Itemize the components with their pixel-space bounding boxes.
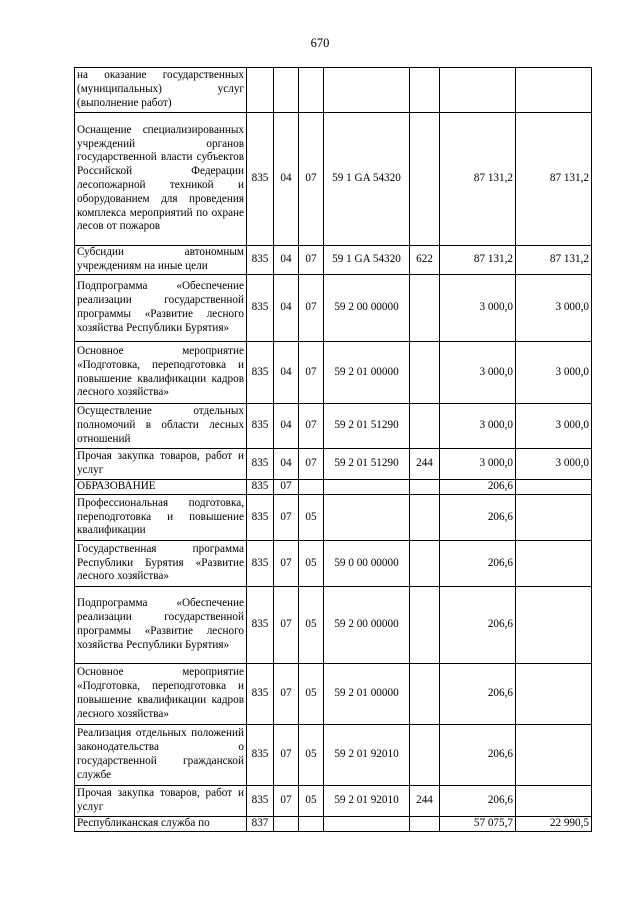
ved-code-cell: 835 bbox=[247, 246, 274, 275]
row-name-cell: ОБРАЗОВАНИЕ bbox=[75, 480, 247, 495]
row-name-cell: Прочая закупка товаров, работ и услуг bbox=[75, 449, 247, 480]
row-name-cell: Основное мероприятие «Подготовка, переподготовка и повышение квалификации кадров лесного хозяйства» bbox=[75, 664, 247, 725]
amount-year2-cell: 3 000,0 bbox=[516, 275, 592, 342]
section-code-cell: 07 bbox=[274, 725, 299, 786]
section-code-cell: 04 bbox=[274, 404, 299, 449]
expense-type-cell bbox=[410, 342, 440, 404]
ved-code-cell: 835 bbox=[247, 587, 274, 664]
amount-year2-cell: 3 000,0 bbox=[516, 404, 592, 449]
table-row bbox=[75, 275, 592, 342]
section-code-cell: 07 bbox=[274, 480, 299, 495]
budget-table bbox=[74, 67, 592, 832]
expense-type-cell bbox=[410, 404, 440, 449]
target-article-cell bbox=[324, 495, 410, 541]
subsection-code-cell: 07 bbox=[299, 275, 324, 342]
table-row bbox=[75, 449, 592, 480]
amount-year1-cell: 206,6 bbox=[440, 480, 516, 495]
subsection-code-cell: 05 bbox=[299, 786, 324, 817]
amount-year1-cell: 206,6 bbox=[440, 725, 516, 786]
subsection-code-cell: 07 bbox=[299, 246, 324, 275]
subsection-code-cell: 07 bbox=[299, 342, 324, 404]
amount-year2-cell bbox=[516, 480, 592, 495]
section-code-cell: 07 bbox=[274, 587, 299, 664]
amount-year2-cell bbox=[516, 725, 592, 786]
target-article-cell: 59 2 01 51290 bbox=[324, 449, 410, 480]
subsection-code-cell bbox=[299, 68, 324, 113]
row-name-cell: на оказание государственных (муниципальных) услуг (выполнение работ) bbox=[75, 68, 247, 113]
subsection-code-cell bbox=[299, 480, 324, 495]
section-code-cell: 07 bbox=[274, 541, 299, 587]
ved-code-cell: 835 bbox=[247, 495, 274, 541]
amount-year1-cell: 3 000,0 bbox=[440, 449, 516, 480]
target-article-cell: 59 2 00 00000 bbox=[324, 275, 410, 342]
page-number: 670 bbox=[310, 36, 330, 50]
amount-year1-cell: 206,6 bbox=[440, 495, 516, 541]
table-row bbox=[75, 817, 592, 832]
amount-year2-cell bbox=[516, 495, 592, 541]
section-code-cell: 04 bbox=[274, 275, 299, 342]
table-row bbox=[75, 786, 592, 817]
ved-code-cell: 835 bbox=[247, 664, 274, 725]
table-row bbox=[75, 342, 592, 404]
expense-type-cell: 244 bbox=[410, 786, 440, 817]
amount-year2-cell bbox=[516, 786, 592, 817]
section-code-cell bbox=[274, 817, 299, 832]
expense-type-cell bbox=[410, 817, 440, 832]
target-article-cell bbox=[324, 817, 410, 832]
subsection-code-cell: 05 bbox=[299, 725, 324, 786]
amount-year2-cell: 3 000,0 bbox=[516, 342, 592, 404]
expense-type-cell bbox=[410, 664, 440, 725]
target-article-cell bbox=[324, 480, 410, 495]
ved-code-cell: 835 bbox=[247, 725, 274, 786]
row-name-cell: Профессиональная подготовка, переподготовка и повышение квалификации bbox=[75, 495, 247, 541]
row-name-cell: Основное мероприятие «Подготовка, переподготовка и повышение квалификации кадров лесного хозяйства» bbox=[75, 342, 247, 404]
ved-code-cell: 837 bbox=[247, 817, 274, 832]
ved-code-cell: 835 bbox=[247, 480, 274, 495]
table-row bbox=[75, 664, 592, 725]
amount-year1-cell: 206,6 bbox=[440, 541, 516, 587]
table-row bbox=[75, 404, 592, 449]
section-code-cell: 04 bbox=[274, 246, 299, 275]
amount-year1-cell: 206,6 bbox=[440, 786, 516, 817]
amount-year1-cell: 3 000,0 bbox=[440, 342, 516, 404]
row-name-cell: Подпрограмма «Обеспечение реализации государственной программы «Развитие лесного хозяйства Республики Бурятия» bbox=[75, 275, 247, 342]
amount-year2-cell bbox=[516, 587, 592, 664]
subsection-code-cell: 05 bbox=[299, 664, 324, 725]
amount-year1-cell: 57 075,7 bbox=[440, 817, 516, 832]
ved-code-cell: 835 bbox=[247, 113, 274, 246]
subsection-code-cell: 07 bbox=[299, 449, 324, 480]
target-article-cell: 59 1 GA 54320 bbox=[324, 113, 410, 246]
section-code-cell: 07 bbox=[274, 495, 299, 541]
table-row bbox=[75, 480, 592, 495]
amount-year1-cell: 87 131,2 bbox=[440, 246, 516, 275]
amount-year1-cell: 3 000,0 bbox=[440, 404, 516, 449]
amount-year2-cell bbox=[516, 68, 592, 113]
section-code-cell: 04 bbox=[274, 113, 299, 246]
subsection-code-cell: 05 bbox=[299, 587, 324, 664]
expense-type-cell bbox=[410, 480, 440, 495]
expense-type-cell bbox=[410, 495, 440, 541]
amount-year2-cell: 87 131,2 bbox=[516, 246, 592, 275]
section-code-cell bbox=[274, 68, 299, 113]
table-row bbox=[75, 725, 592, 786]
amount-year1-cell: 87 131,2 bbox=[440, 113, 516, 246]
budget-table-body bbox=[75, 68, 592, 832]
table-row bbox=[75, 541, 592, 587]
row-name-cell: Реализация отдельных положений законодательства о государственной гражданской службе bbox=[75, 725, 247, 786]
row-name-cell: Государственная программа Республики Бурятия «Развитие лесного хозяйства» bbox=[75, 541, 247, 587]
amount-year1-cell: 206,6 bbox=[440, 587, 516, 664]
row-name-cell: Оснащение специализированных учреждений органов государственной власти субъектов Российской Федерации лесопожарной техникой и оборудованием для проведения комплекса мероприятий по охране лесов от пожаров bbox=[75, 113, 247, 246]
amount-year1-cell bbox=[440, 68, 516, 113]
table-row bbox=[75, 246, 592, 275]
target-article-cell: 59 1 GA 54320 bbox=[324, 246, 410, 275]
ved-code-cell: 835 bbox=[247, 275, 274, 342]
expense-type-cell bbox=[410, 541, 440, 587]
amount-year2-cell bbox=[516, 664, 592, 725]
target-article-cell: 59 2 01 92010 bbox=[324, 725, 410, 786]
expense-type-cell: 622 bbox=[410, 246, 440, 275]
amount-year1-cell: 3 000,0 bbox=[440, 275, 516, 342]
table-row bbox=[75, 113, 592, 246]
target-article-cell bbox=[324, 68, 410, 113]
target-article-cell: 59 2 00 00000 bbox=[324, 587, 410, 664]
expense-type-cell bbox=[410, 68, 440, 113]
ved-code-cell: 835 bbox=[247, 449, 274, 480]
row-name-cell: Осуществление отдельных полномочий в области лесных отношений bbox=[75, 404, 247, 449]
target-article-cell: 59 0 00 00000 bbox=[324, 541, 410, 587]
section-code-cell: 04 bbox=[274, 449, 299, 480]
subsection-code-cell: 07 bbox=[299, 113, 324, 246]
ved-code-cell: 835 bbox=[247, 404, 274, 449]
amount-year2-cell: 87 131,2 bbox=[516, 113, 592, 246]
ved-code-cell: 835 bbox=[247, 342, 274, 404]
table-row bbox=[75, 587, 592, 664]
section-code-cell: 07 bbox=[274, 786, 299, 817]
row-name-cell: Республиканская служба по bbox=[75, 817, 247, 832]
amount-year1-cell: 206,6 bbox=[440, 664, 516, 725]
subsection-code-cell: 07 bbox=[299, 404, 324, 449]
expense-type-cell bbox=[410, 587, 440, 664]
subsection-code-cell: 05 bbox=[299, 541, 324, 587]
row-name-cell: Субсидии автономным учреждениям на иные цели bbox=[75, 246, 247, 275]
amount-year2-cell bbox=[516, 541, 592, 587]
amount-year2-cell: 22 990,5 bbox=[516, 817, 592, 832]
row-name-cell: Прочая закупка товаров, работ и услуг bbox=[75, 786, 247, 817]
subsection-code-cell bbox=[299, 817, 324, 832]
target-article-cell: 59 2 01 00000 bbox=[324, 342, 410, 404]
row-name-cell: Подпрограмма «Обеспечение реализации государственной программы «Развитие лесного хозяйства Республики Бурятия» bbox=[75, 587, 247, 664]
table-row bbox=[75, 495, 592, 541]
ved-code-cell: 835 bbox=[247, 786, 274, 817]
target-article-cell: 59 2 01 92010 bbox=[324, 786, 410, 817]
table-row bbox=[75, 68, 592, 113]
section-code-cell: 07 bbox=[274, 664, 299, 725]
subsection-code-cell: 05 bbox=[299, 495, 324, 541]
target-article-cell: 59 2 01 00000 bbox=[324, 664, 410, 725]
section-code-cell: 04 bbox=[274, 342, 299, 404]
target-article-cell: 59 2 01 51290 bbox=[324, 404, 410, 449]
expense-type-cell bbox=[410, 113, 440, 246]
expense-type-cell: 244 bbox=[410, 449, 440, 480]
expense-type-cell bbox=[410, 275, 440, 342]
expense-type-cell bbox=[410, 725, 440, 786]
ved-code-cell: 835 bbox=[247, 541, 274, 587]
amount-year2-cell: 3 000,0 bbox=[516, 449, 592, 480]
ved-code-cell bbox=[247, 68, 274, 113]
